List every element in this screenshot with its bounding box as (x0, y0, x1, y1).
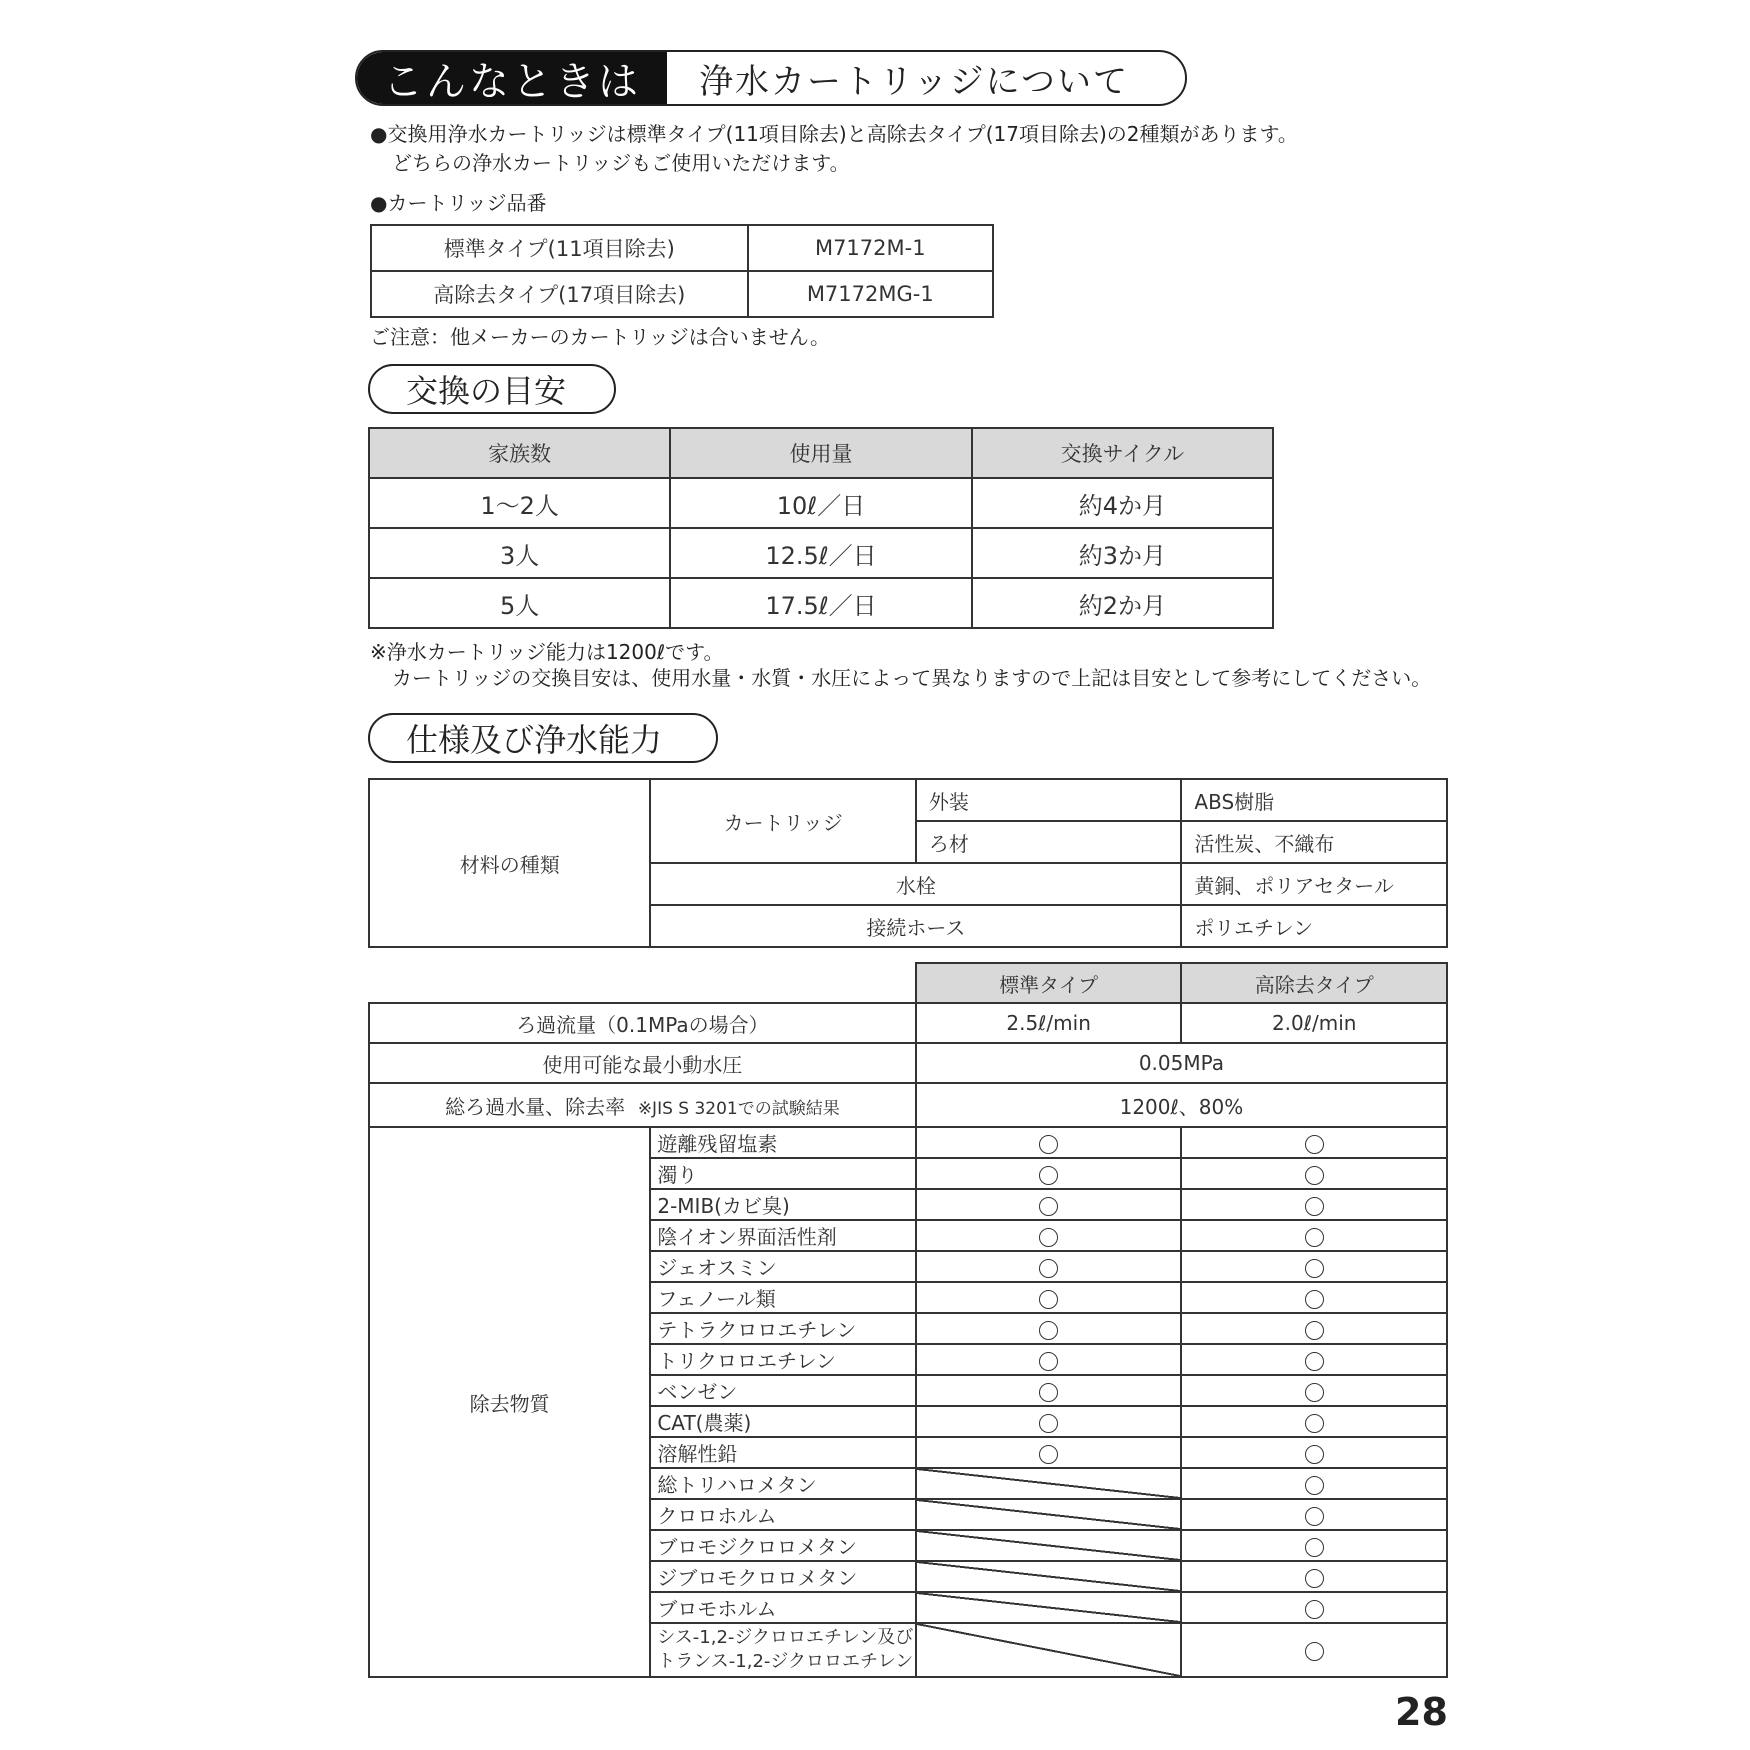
mark-standard (916, 1437, 1182, 1468)
hose-value: ポリエチレン (1181, 905, 1447, 947)
outer-value: ABS樹脂 (1181, 779, 1447, 821)
mark-high (1181, 1530, 1447, 1561)
mark-standard (916, 1158, 1182, 1189)
col-header: 交換サイクル (972, 428, 1273, 478)
table-row (369, 578, 1273, 628)
col-header: 家族数 (369, 428, 670, 478)
not-applicable (916, 1499, 1182, 1530)
circle-icon (1039, 1290, 1058, 1309)
substance-name: ブロモジクロロメタン (650, 1530, 916, 1561)
header-left: こんなときは (357, 52, 667, 104)
blank-corner (369, 963, 916, 1003)
cycle: 約3か月 (972, 528, 1273, 578)
circle-icon (1305, 1166, 1324, 1185)
intro-line2: どちらの浄水カートリッジもご使用いただけます。 (392, 151, 850, 175)
product-table (370, 224, 994, 318)
table-header-row (369, 428, 1273, 478)
cycle-note2: カートリッジの交換目安は、使用水量・水質・水圧によって異なりますので上記は目安として参考にしてください。 (392, 666, 1432, 690)
substance-name: 陰イオン界面活性剤 (650, 1220, 916, 1251)
circle-icon (1305, 1507, 1324, 1526)
substance-name: ジェオスミン (650, 1251, 916, 1282)
family-count: 5人 (369, 578, 670, 628)
materials-label: 材料の種類 (369, 779, 650, 947)
filter-label: ろ材 (916, 821, 1182, 863)
circle-icon (1305, 1290, 1324, 1309)
spec-section-title: 仕様及び浄水能力 (368, 713, 718, 763)
circle-icon (1039, 1321, 1058, 1340)
not-applicable (916, 1530, 1182, 1561)
table-row (369, 478, 1273, 528)
table-header-row (369, 963, 1447, 1003)
flow-standard: 2.5ℓ/min (916, 1003, 1182, 1043)
mark-standard (916, 1344, 1182, 1375)
substance-name: ジブロモクロロメタン (650, 1561, 916, 1592)
circle-icon (1305, 1321, 1324, 1340)
substance-line2: トランス-1,2-ジクロロエチレン (657, 1651, 914, 1672)
usage: 10ℓ／日 (670, 478, 971, 528)
circle-icon (1305, 1352, 1324, 1371)
cycle-note1: ※浄水カートリッジ能力は1200ℓです。 (370, 640, 724, 664)
cycle-table (368, 427, 1274, 629)
substance-name: 遊離残留塩素 (650, 1127, 916, 1158)
intro-line1: ●交換用浄水カートリッジは標準タイプ(11項目除去)と高除去タイプ(17項目除去)の2種類があります。 (370, 122, 1298, 146)
substance-name: 総トリハロメタン (650, 1468, 916, 1499)
mark-high (1181, 1313, 1447, 1344)
substance-line1: シス-1,2-ジクロロエチレン及び (657, 1627, 914, 1648)
mark-standard (916, 1375, 1182, 1406)
mark-standard (916, 1406, 1182, 1437)
circle-icon (1305, 1445, 1324, 1464)
circle-icon (1039, 1383, 1058, 1402)
substance-name: 濁り (650, 1158, 916, 1189)
cycle: 約4か月 (972, 478, 1273, 528)
mark-high (1181, 1468, 1447, 1499)
mark-standard (916, 1189, 1182, 1220)
type-header-high: 高除去タイプ (1181, 963, 1447, 1003)
part-number-title: ●カートリッジ品番 (370, 191, 547, 215)
mark-standard (916, 1251, 1182, 1282)
mark-high (1181, 1189, 1447, 1220)
mark-high (1181, 1282, 1447, 1313)
product-name: 標準タイプ(11項目除去) (371, 225, 748, 271)
mark-standard (916, 1220, 1182, 1251)
circle-icon (1305, 1538, 1324, 1557)
pressure-value: 0.05MPa (916, 1043, 1447, 1083)
circle-icon (1305, 1476, 1324, 1495)
substance-name: ブロモホルム (650, 1592, 916, 1623)
circle-icon (1039, 1352, 1058, 1371)
flow-high: 2.0ℓ/min (1181, 1003, 1447, 1043)
mark-high (1181, 1592, 1447, 1623)
usage: 17.5ℓ／日 (670, 578, 971, 628)
hose-label: 接続ホース (650, 905, 1181, 947)
mark-standard (916, 1313, 1182, 1344)
mark-high (1181, 1375, 1447, 1406)
mark-high (1181, 1220, 1447, 1251)
usage: 12.5ℓ／日 (670, 528, 971, 578)
circle-icon (1039, 1166, 1058, 1185)
total-label: 総ろ過水量、除去率 (445, 1094, 626, 1119)
circle-icon (1305, 1197, 1324, 1216)
mark-high (1181, 1127, 1447, 1158)
substance-name: トリクロロエチレン (650, 1344, 916, 1375)
circle-icon (1305, 1383, 1324, 1402)
cartridge-label: カートリッジ (650, 779, 915, 863)
mark-high (1181, 1344, 1447, 1375)
cycle-section-title: 交換の目安 (368, 364, 616, 414)
cycle: 約2か月 (972, 578, 1273, 628)
filter-value: 活性炭、不織布 (1181, 821, 1447, 863)
not-applicable (916, 1623, 1182, 1677)
circle-icon (1305, 1569, 1324, 1588)
circle-icon (1305, 1600, 1324, 1619)
circle-icon (1305, 1642, 1324, 1661)
faucet-value: 黄銅、ポリアセタール (1181, 863, 1447, 905)
circle-icon (1305, 1414, 1324, 1433)
circle-icon (1039, 1228, 1058, 1247)
not-applicable (916, 1592, 1182, 1623)
not-applicable (916, 1468, 1182, 1499)
mark-high (1181, 1561, 1447, 1592)
header-banner (355, 50, 1187, 106)
circle-icon (1039, 1135, 1058, 1154)
mark-high (1181, 1251, 1447, 1282)
substance-name: 2-MIB(カビ臭) (650, 1189, 916, 1220)
table-row (369, 1003, 1447, 1043)
substance-name: テトラクロロエチレン (650, 1313, 916, 1344)
total-note: ※JIS S 3201での試験結果 (637, 1098, 840, 1119)
pressure-label: 使用可能な最小動水圧 (369, 1043, 916, 1083)
caution-text: ご注意：他メーカーのカートリッジは合いません。 (370, 325, 830, 349)
faucet-label: 水栓 (650, 863, 1181, 905)
substance-name: フェノール類 (650, 1282, 916, 1313)
table-row (369, 1043, 1447, 1083)
page-number: 28 (1395, 1690, 1448, 1734)
mark-standard (916, 1282, 1182, 1313)
table-row (369, 1127, 1447, 1158)
family-count: 3人 (369, 528, 670, 578)
product-name: 高除去タイプ(17項目除去) (371, 271, 748, 317)
substance-name: CAT(農薬) (650, 1406, 916, 1437)
outer-label: 外装 (916, 779, 1182, 821)
circle-icon (1039, 1445, 1058, 1464)
spec-table (368, 962, 1448, 1678)
table-row (371, 225, 993, 271)
mark-high (1181, 1437, 1447, 1468)
mark-high (1181, 1158, 1447, 1189)
circle-icon (1305, 1228, 1324, 1247)
table-row (369, 528, 1273, 578)
total-label-cell (369, 1083, 916, 1127)
flow-label: ろ過流量（0.1MPaの場合） (369, 1003, 916, 1043)
substance-name: ベンゼン (650, 1375, 916, 1406)
substance-name (650, 1623, 916, 1677)
not-applicable (916, 1561, 1182, 1592)
mark-standard (916, 1127, 1182, 1158)
circle-icon (1039, 1197, 1058, 1216)
table-row (369, 1083, 1447, 1127)
circle-icon (1039, 1414, 1058, 1433)
circle-icon (1305, 1259, 1324, 1278)
removal-label: 除去物質 (369, 1127, 650, 1677)
materials-table (368, 778, 1448, 948)
table-row (369, 779, 1447, 821)
col-header: 使用量 (670, 428, 971, 478)
substance-name: クロロホルム (650, 1499, 916, 1530)
circle-icon (1039, 1259, 1058, 1278)
table-row (371, 271, 993, 317)
header-title: 浄水カートリッジについて (699, 61, 1129, 102)
product-code: M7172M-1 (748, 225, 993, 271)
product-code: M7172MG-1 (748, 271, 993, 317)
type-header-standard: 標準タイプ (916, 963, 1182, 1003)
total-value: 1200ℓ、80% (916, 1083, 1447, 1127)
mark-high (1181, 1623, 1447, 1677)
mark-high (1181, 1499, 1447, 1530)
mark-high (1181, 1406, 1447, 1437)
substance-name: 溶解性鉛 (650, 1437, 916, 1468)
circle-icon (1305, 1135, 1324, 1154)
family-count: 1〜2人 (369, 478, 670, 528)
